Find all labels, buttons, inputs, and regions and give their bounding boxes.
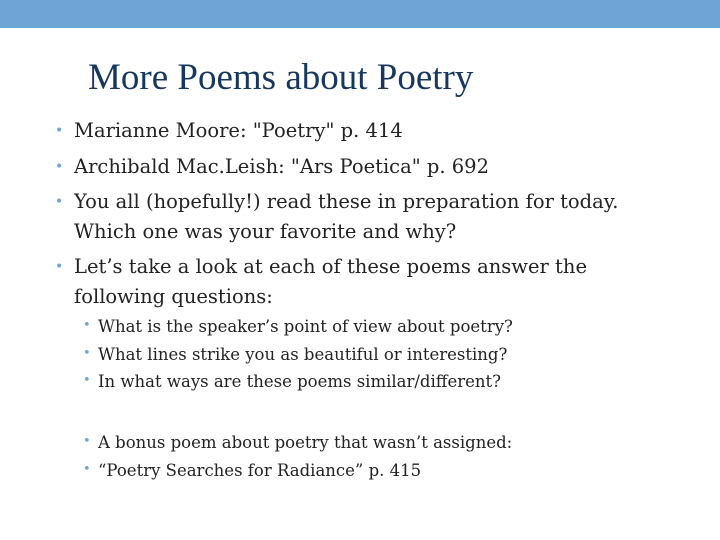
bullet-dot-icon: • [55,159,64,175]
bullet-dot-icon: • [55,259,64,275]
bullet-item [55,254,587,280]
bullet-dot-icon: • [55,123,64,139]
bullet-text: Archibald Mac.Leish: "Ars Poetica" p. 692 [74,155,489,178]
bullet-dot-icon: • [83,462,91,477]
sub-bullet-item [83,371,502,393]
bullet-text: Marianne Moore: "Poetry" p. 414 [74,119,403,142]
bullet-text: following questions: [74,285,273,308]
bullet-item [55,118,403,144]
bullet-dot-icon: • [83,373,91,388]
bullet-continuation [74,284,273,310]
sub-bullet-text: A bonus poem about poetry that wasn’t assigned: [98,433,513,452]
bullet-text: You all (hopefully!) read these in preparation for today. [74,190,619,213]
bullet-dot-icon: • [83,318,91,333]
sub-bullet-text: In what ways are these poems similar/different? [98,372,502,391]
sub-bullet-text: What lines strike you as beautiful or interesting? [98,345,508,364]
sub-bullet-item [83,460,422,482]
bullet-text: Let’s take a look at each of these poems answer the [74,255,587,278]
bullet-item [55,189,619,215]
bullet-dot-icon: • [55,194,64,210]
sub-bullet-item [83,432,513,454]
slide-title: More Poems about Poetry [88,57,474,98]
sub-bullet-item [83,344,508,366]
bullet-text: Which one was your favorite and why? [74,220,457,243]
sub-bullet-text: “Poetry Searches for Radiance” p. 415 [98,461,422,480]
sub-bullet-text: What is the speaker’s point of view about poetry? [98,317,513,336]
bullet-item [55,154,489,180]
bullet-dot-icon: • [83,346,91,361]
bullet-dot-icon: • [83,434,91,449]
bullet-continuation [74,219,456,245]
sub-bullet-item [83,316,513,338]
